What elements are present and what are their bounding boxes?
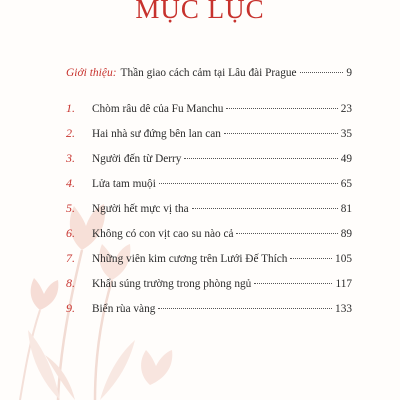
toc-entry-title: Người đến từ Derry	[92, 153, 182, 165]
chapter-number: 7.	[66, 251, 75, 265]
toc-entry-title: Lửa tam muội	[92, 178, 156, 190]
leader-dots	[159, 183, 338, 184]
toc-entry-row[interactable]	[66, 101, 352, 117]
toc-entry-row[interactable]	[66, 176, 352, 192]
toc-page-number: 89	[340, 228, 352, 240]
toc-page-number: 35	[340, 128, 352, 140]
toc-entry-row[interactable]	[66, 201, 352, 217]
toc-entry-title: Thần giao cách cảm tại Lâu đài Prague	[120, 67, 297, 79]
intro-label: Giới thiệu:	[66, 67, 117, 79]
leader-dots	[192, 208, 338, 209]
chapter-number: 5.	[66, 201, 75, 215]
toc-page-number: 65	[340, 178, 352, 190]
toc-entry-row[interactable]	[66, 151, 352, 167]
toc-entry-title: Những viên kim cương trên Lưới Đế Thích	[92, 253, 288, 265]
leader-dots	[158, 308, 332, 309]
toc-entry-row[interactable]	[66, 226, 352, 242]
leader-dots	[236, 233, 337, 234]
toc-entry-title: Khẩu súng trường trong phòng ngủ	[92, 278, 252, 290]
leader-dots	[300, 72, 344, 73]
leader-dots	[290, 258, 332, 259]
toc-entry-title: Chòm râu dê của Fu Manchu	[92, 103, 224, 115]
toc-entry-title: Hai nhà sư đứng bên lan can	[92, 128, 221, 140]
toc-entry-row[interactable]	[66, 126, 352, 142]
toc-page-number: 9	[346, 67, 352, 79]
toc-page-number: 117	[335, 278, 352, 290]
toc-entry-title: Không có con vịt cao su nào cả	[92, 228, 234, 240]
chapter-number: 4.	[66, 176, 75, 190]
chapter-number: 9.	[66, 301, 75, 315]
toc-entry-title: Người hết mực vị tha	[92, 203, 189, 215]
chapter-number: 1.	[66, 101, 75, 115]
toc-entry-row[interactable]	[66, 276, 352, 292]
chapter-number: 8.	[66, 276, 75, 290]
toc-entry-title: Biển rùa vàng	[92, 303, 156, 315]
chapter-number: 2.	[66, 126, 75, 140]
toc-page-number: 49	[340, 153, 352, 165]
leader-dots	[224, 133, 338, 134]
toc-page-number: 133	[335, 303, 352, 315]
leader-dots	[184, 158, 337, 159]
chapter-number: 3.	[66, 151, 75, 165]
toc-page-number: 105	[335, 253, 352, 265]
toc-page-number: 81	[340, 203, 352, 215]
chapter-number: 6.	[66, 226, 75, 240]
page-title: MỤC LỤC	[135, 0, 265, 24]
toc-intro-row[interactable]	[66, 67, 352, 83]
toc-entry-row[interactable]	[66, 251, 352, 267]
toc-entry-row[interactable]	[66, 301, 352, 317]
leader-dots	[254, 283, 332, 284]
toc-page-number: 23	[340, 103, 352, 115]
leader-dots	[226, 108, 337, 109]
